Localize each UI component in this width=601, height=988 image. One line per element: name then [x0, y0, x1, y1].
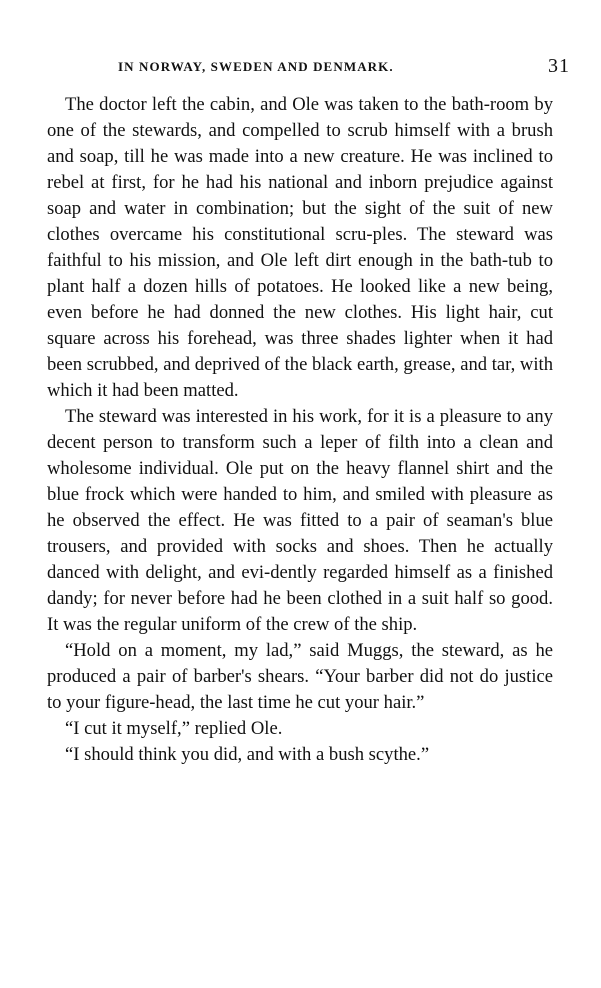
paragraph: “I should think you did, and with a bush scythe.” [65, 744, 430, 765]
page-number: 31 [548, 55, 570, 77]
body-text [47, 92, 553, 768]
paragraph: “Hold on a moment, my lad,” said Muggs, the steward, as he produced a pair of barber's shears. “Your barber did not do justice to your figure-head, the last time he cut your hair.” [47, 640, 553, 713]
page-header [48, 55, 570, 83]
paragraph: The doctor left the cabin, and Ole was taken to the bath-room by one of the stewards, and compelled to scrub himself with a brush and soap, till he was made into a new creature. He was inclined to rebel at first, for he had his national and inborn prejudice against soap and water in combination; but the sight of the suit of new clothes overcame his constitutional scru-ples. The steward was faithful to his mission, and Ole left dirt enough in the bath-tub to plant half a dozen hills of potatoes. He looked like a new being, even before he had donned the new clothes. His light hair, cut square across his forehead, was three shades lighter when it had been scrubbed, and deprived of the black earth, grease, and tar, with which it had been matted. [47, 94, 553, 401]
paragraph: “I cut it myself,” replied Ole. [65, 718, 283, 739]
paragraph: The steward was interested in his work, for it is a pleasure to any decent person to transform such a leper of filth into a clean and wholesome individual. Ole put on the heavy flannel shirt and the blue frock which were handed to him, and smiled with pleasure as he observed the effect. He was fitted to a pair of seaman's blue trousers, and provided with socks and shoes. Then he actually danced with delight, and evi-dently regarded himself as a finished dandy; for never before had he been clothed in a suit half so good. It was the regular uniform of the crew of the ship. [47, 406, 553, 635]
running-head: IN NORWAY, SWEDEN AND DENMARK. [118, 59, 394, 74]
